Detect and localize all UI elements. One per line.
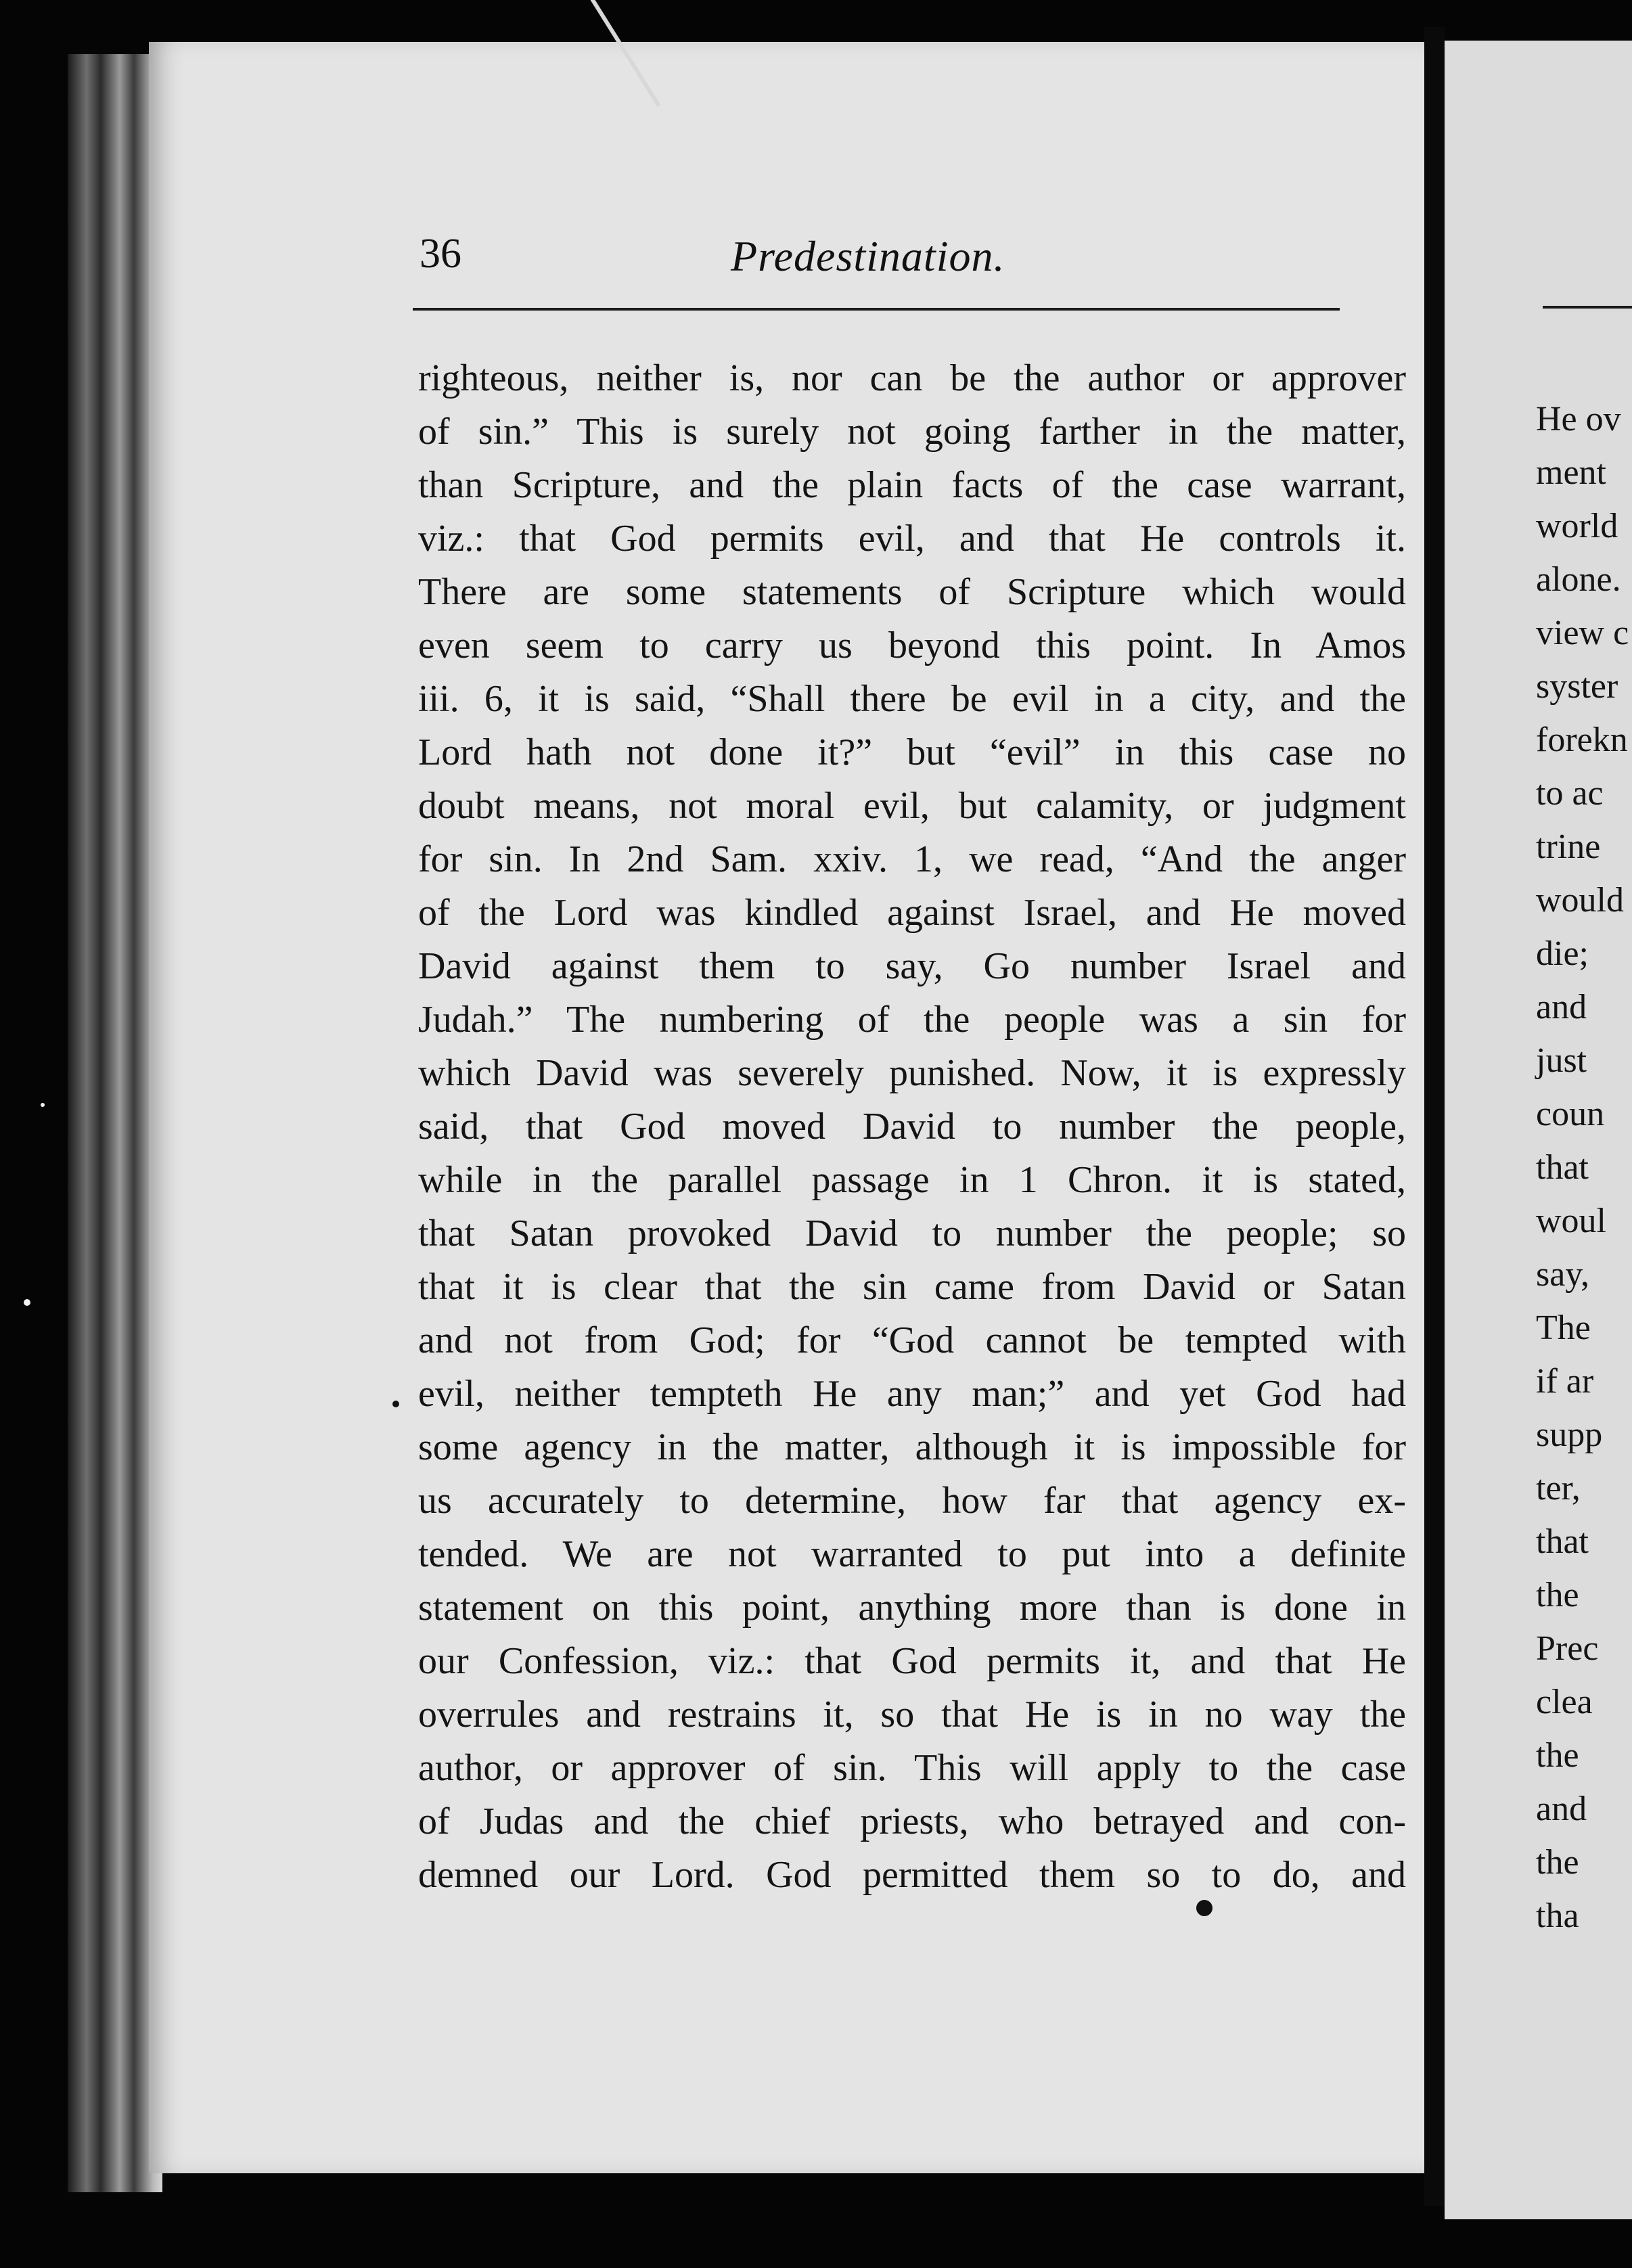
text-line: and not from God; for “God cannot be tempted with (418, 1319, 1406, 1361)
right-text-line: say, (1536, 1255, 1589, 1294)
text-line: of sin.” This is surely not going farther in the matter, (418, 411, 1406, 453)
right-text-line: would (1536, 881, 1624, 920)
right-text-line: Prec (1536, 1629, 1599, 1668)
page-edges (68, 54, 162, 2192)
right-text-line: and (1536, 1790, 1587, 1828)
text-line: statement on this point, anything more than is done in (418, 1587, 1406, 1629)
right-text-line: the (1536, 1843, 1579, 1882)
header-rule (413, 308, 1340, 311)
page-number: 36 (420, 231, 461, 277)
text-line: our Confession, viz.: that God permits it, and that He (418, 1640, 1406, 1682)
right-text-line: ment (1536, 453, 1606, 492)
text-line: David against them to say, Go number Israel and (418, 945, 1406, 987)
right-text-line: view c (1536, 614, 1629, 652)
right-text-line: ter, (1536, 1469, 1581, 1507)
text-line: some agency in the matter, although it is impossible for (418, 1426, 1406, 1468)
right-text-line: that (1536, 1148, 1589, 1187)
right-text-line: world (1536, 507, 1618, 545)
right-text-line: the (1536, 1736, 1579, 1775)
text-line: viz.: that God permits evil, and that He controls it. (418, 518, 1406, 560)
text-line: There are some statements of Scripture which would (418, 571, 1406, 613)
right-text-line: clea (1536, 1683, 1593, 1721)
text-line: Lord hath not done it?” but “evil” in this case no (418, 731, 1406, 773)
text-line: which David was severely punished. Now, it is expressly (418, 1052, 1406, 1094)
text-line: righteous, neither is, nor can be the author or approver (418, 357, 1406, 399)
text-line: iii. 6, it is said, “Shall there be evil in a city, and the (418, 678, 1406, 720)
text-line: us accurately to determine, how far that agency ex- (418, 1480, 1406, 1522)
right-text-line: trine (1536, 827, 1601, 866)
text-line: that it is clear that the sin came from David or Satan (418, 1266, 1406, 1308)
right-header-rule (1543, 306, 1632, 309)
right-text-line: forekn (1536, 721, 1628, 759)
right-text-line: coun (1536, 1095, 1605, 1133)
text-line: while in the parallel passage in 1 Chron. it is stated, (418, 1159, 1406, 1201)
right-page-text (1536, 392, 1632, 1943)
body-text (418, 352, 1406, 1902)
text-line: of Judas and the chief priests, who betrayed and con- (418, 1800, 1406, 1842)
right-text-line: just (1536, 1041, 1587, 1080)
page-header (420, 230, 1340, 304)
right-page (1445, 41, 1632, 2219)
text-line: demned our Lord. God permitted them so to do, and (418, 1854, 1406, 1896)
right-text-line: syster (1536, 667, 1618, 706)
right-text-line: woul (1536, 1202, 1606, 1240)
text-line: evil, neither tempteth He any man;” and yet God had (418, 1373, 1406, 1415)
right-text-line: and (1536, 988, 1587, 1026)
scan-speck (41, 1103, 45, 1107)
ink-blot (1196, 1900, 1212, 1916)
text-line: overrules and restrains it, so that He is in no way the (418, 1694, 1406, 1736)
right-text-line: tha (1536, 1897, 1579, 1935)
text-line: Judah.” The numbering of the people was a sin for (418, 999, 1406, 1041)
right-text-line: alone. (1536, 560, 1621, 599)
text-line: doubt means, not moral evil, but calamity, or judgment (418, 785, 1406, 827)
right-text-line: supp (1536, 1415, 1603, 1454)
right-text-line: He ov (1536, 400, 1621, 438)
book-gutter (1424, 27, 1445, 2206)
right-text-line: if ar (1536, 1362, 1594, 1401)
text-line: than Scripture, and the plain facts of the case warrant, (418, 464, 1406, 506)
right-text-line: that (1536, 1522, 1589, 1561)
text-line: for sin. In 2nd Sam. xxiv. 1, we read, “And the anger (418, 838, 1406, 880)
scan-speck (392, 1401, 399, 1407)
text-line: of the Lord was kindled against Israel, and He moved (418, 892, 1406, 934)
running-title: Predestination. (731, 232, 1005, 280)
right-text-line: the (1536, 1576, 1579, 1614)
text-line: that Satan provoked David to number the people; so (418, 1212, 1406, 1254)
text-line: tended. We are not warranted to put into a definite (418, 1533, 1406, 1575)
right-text-line: to ac (1536, 774, 1604, 813)
text-line: author, or approver of sin. This will apply to the case (418, 1747, 1406, 1789)
text-line: even seem to carry us beyond this point. In Amos (418, 625, 1406, 666)
text-line: said, that God moved David to number the people, (418, 1106, 1406, 1148)
right-text-line: die; (1536, 934, 1589, 973)
right-text-line: The (1536, 1309, 1591, 1347)
scan-speck (24, 1299, 30, 1306)
